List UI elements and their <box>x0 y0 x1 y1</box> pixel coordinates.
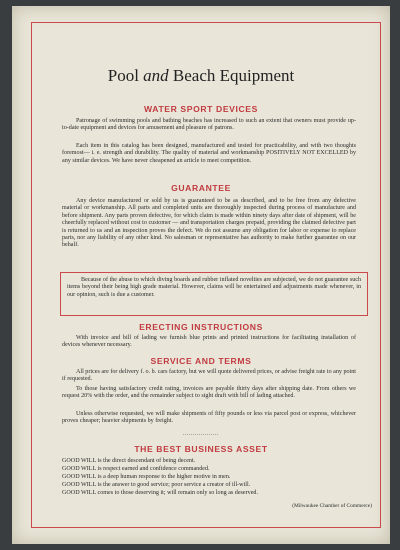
water-sport-paragraph-2: Each item in this catalog has been designed, manufactured and tested for practicability, and with two thoughts foremost— i. e. strength and durability. The quality of material and workmanship POSITIVELY NOT EXCELLED by any similar devices. We have never cheapened an article to meet competition. <box>62 143 356 164</box>
heading-water-sport: WATER SPORT DEVICES <box>144 104 258 114</box>
notice-text: Because of the abuse to which diving boards and rubber inflated novelties are subjected, we do not guarantee such items beyond their being high grade material. However, claims will be entertained and adjustments made whenever, in our opinion, such is due a customer. <box>67 277 361 298</box>
erecting-paragraph: With invoice and bill of lading we furnish blue prints and printed instructions for facilitating installation of devices whenever necessary. <box>62 335 356 349</box>
heading-service: SERVICE AND TERMS <box>150 356 252 366</box>
water-sport-paragraph-1: Patronage of swimming pools and bathing beaches has increased to such an extent that owners must provide up-to-date equipment and devices for amusement and pleasure of patrons. <box>62 118 356 132</box>
good-will-line: GOOD WILL is the answer to good service; poor service a creator of ill-will. <box>62 482 251 488</box>
good-will-line: GOOD WILL is a deep human response to the higher motive in men. <box>62 474 231 480</box>
catalog-page <box>12 6 390 544</box>
guarantee-paragraph: Any device manufactured or sold by us is guaranteed to be as described, and to be free from any defective material or workmanship. All parts and completed units are thoroughly inspected during process of manufacture and before shipment. Any parts proven defective, for which claim is made within ninety days after date of shipment, will be cheerfully replaced without cost to customer — and transportation charges prepaid, providing the claimed defective part is returned to us and an inspection proves the defect. We do not assume any obligation for labor or expense to replace parts, nor any liability of any other kind. No salesman or representative has authority to make further guarantee on our behalf. <box>62 198 356 249</box>
good-will-line: GOOD WILL is the direct descendant of being decent. <box>62 458 196 464</box>
notice-box <box>60 272 368 316</box>
heading-guarantee: GUARANTEE <box>171 183 231 193</box>
attribution-credit: (Milwaukee Chamber of Commerce) <box>292 503 372 509</box>
service-paragraph-1: All prices are for delivery f. o. b. cars factory, but we will quote delivered prices, or advise freight rate to any point if requested. <box>62 369 356 383</box>
service-paragraph-3: Unless otherwise requested, we will make shipments of fifty pounds or less via parcel post or express, whichever proves cheaper; heavier shipments by freight. <box>62 411 356 425</box>
page-title: Pool and Beach Equipment <box>107 66 295 85</box>
heading-best-business-asset: THE BEST BUSINESS ASSET <box>134 444 268 454</box>
section-divider: .................. <box>183 431 219 437</box>
good-will-line: GOOD WILL is respect earned and confidence commanded. <box>62 466 210 472</box>
good-will-line: GOOD WILL comes to those deserving it; will remain only so long as deserved. <box>62 490 258 496</box>
service-paragraph-2: To those having satisfactory credit rating, invoices are payable thirty days after shipping date. From others we request 20% with the order, and the remainder subject to sight draft with bill of lading attached. <box>62 386 356 400</box>
heading-erecting: ERECTING INSTRUCTIONS <box>139 322 263 332</box>
